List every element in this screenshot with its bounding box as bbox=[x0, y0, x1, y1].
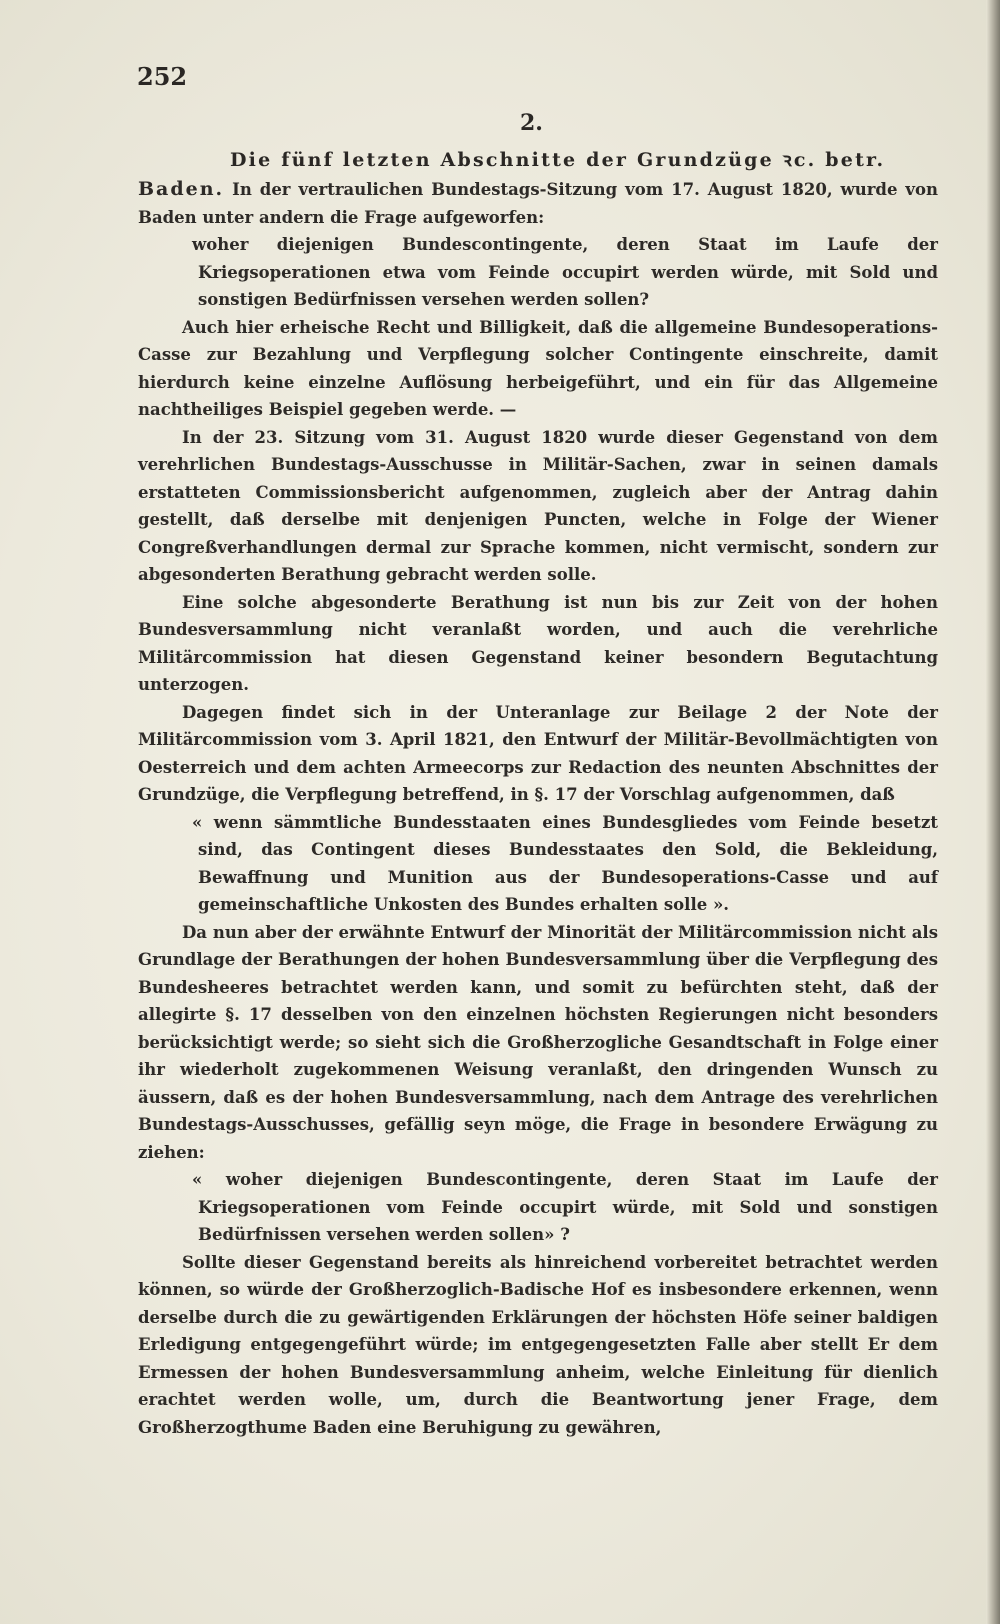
body-text bbox=[138, 176, 938, 1441]
paragraph-1-text: In der vertraulichen Bundestags-Sitzung vom 17. August 1820, wurde von Baden unter andern die Frage aufgeworfen: bbox=[138, 180, 938, 227]
page-number: 252 bbox=[137, 62, 188, 91]
paragraph-7: Sollte dieser Gegenstand bereits als hinreichend vorbereitet betrachtet werden können, so würde der Großherzoglich-Badische Hof es insbesondere erkennen, wenn derselbe durch die zu gewärtigenden Erklärungen der höchsten Höfe seiner baldigen Erledigung entgegengeführt würde; im entgegengesetzten Falle aber stellt Er dem Ermessen der hohen Bundesversammlung anheim, welche Einleitung für dienlich erachtet werden wolle, um, durch die Beantwortung jener Frage, dem Großherzogthume Baden eine Beruhigung zu gewähren, bbox=[138, 1252, 938, 1437]
paragraph-2: Auch hier erheische Recht und Billigkeit, daß die allgemeine Bundesoperations-Casse zur Bezahlung und Verpflegung solcher Contingente einschreite, damit hierdurch keine einzelne Auflösung herbeigeführt, und ein für das Allgemeine nachtheiliges Beispiel gegeben werde. — bbox=[138, 317, 938, 419]
place-name: Baden. bbox=[138, 178, 225, 200]
quote-3: « woher diejenigen Bundescontingente, deren Staat im Laufe der Kriegsoperationen vom Feinde occupirt würde, mit Sold und sonstigen Bedürfnissen versehen werden sollen» ? bbox=[192, 1170, 938, 1244]
page-edge-shadow bbox=[986, 0, 1000, 1624]
paragraph-6: Da nun aber der erwähnte Entwurf der Minorität der Militärcommission nicht als Grundlage der Berathungen der hohen Bundesversammlung über die Verpflegung des Bundesheeres betrachtet werden kann, und somit zu befürchten steht, daß der allegirte §. 17 desselben von den einzelnen höchsten Regierungen nicht besonders berücksichtigt werde; so sieht sich die Großherzogliche Gesandtschaft in Folge einer ihr wiederholt zugekommenen Weisung veranlaßt, den dringenden Wunsch zu äussern, daß es der hohen Bundesversammlung, nach dem Antrage des verehrlichen Bundestags-Ausschusses, gefällig seyn möge, die Frage in besondere Erwägung zu ziehen: bbox=[138, 922, 938, 1162]
paragraph-5: Dagegen findet sich in der Unteranlage zur Beilage 2 der Note der Militärcommission vom 3. April 1821, den Entwurf der Militär-Bevollmächtigten von Oesterreich und dem achten Armeecorps zur Redaction des neunten Abschnittes der Grundzüge, die Verpflegung betreffend, in §. 17 der Vorschlag aufgenommen, daß bbox=[138, 702, 938, 804]
quote-2: « wenn sämmtliche Bundesstaaten eines Bundesgliedes vom Feinde besetzt sind, das Contingent dieses Bundesstaates den Sold, die Bekleidung, Bewaffnung und Munition aus der Bundesoperations-Casse und auf gemeinschaftliche Unkosten des Bundes erhalten solle ». bbox=[192, 812, 938, 914]
section-number: 2. bbox=[520, 110, 543, 136]
paragraph-4: Eine solche abgesonderte Berathung ist nun bis zur Zeit von der hohen Bundesversammlung nicht veranlaßt worden, und auch die verehrliche Militärcommission hat diesen Gegenstand keiner besondern Begutachtung unterzogen. bbox=[138, 592, 938, 694]
section-heading: Die fünf letzten Abschnitte der Grundzüge ꝛc. betr. bbox=[230, 149, 886, 171]
paragraph-1 bbox=[138, 176, 938, 231]
paragraph-3: In der 23. Sitzung vom 31. August 1820 wurde dieser Gegenstand von dem verehrlichen Bundestags-Ausschusse in Militär-Sachen, zwar in seinen damals erstatteten Commissionsbericht aufgenommen, zugleich aber der Antrag dahin gestellt, daß derselbe mit denjenigen Puncten, welche in Folge der Wiener Congreßverhandlungen dermal zur Sprache kommen, nicht vermischt, sondern zur abgesonderten Berathung gebracht werden solle. bbox=[138, 427, 938, 584]
quote-1: woher diejenigen Bundescontingente, deren Staat im Laufe der Kriegsoperationen etwa vom Feinde occupirt werden würde, mit Sold und sonstigen Bedürfnissen versehen werden sollen? bbox=[192, 235, 938, 309]
